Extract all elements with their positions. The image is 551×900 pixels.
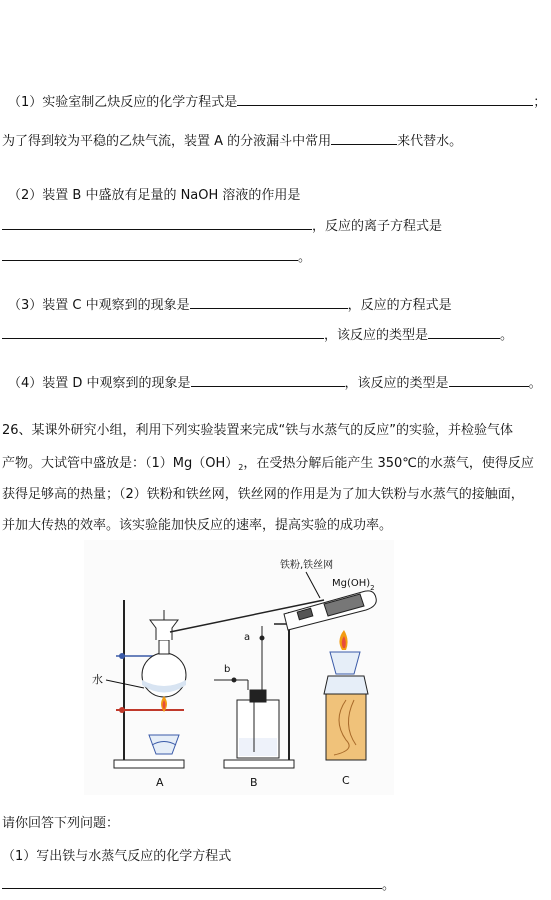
label-valve-b: b [224, 664, 231, 675]
q4-mid: ，该反应的类型是 [344, 376, 449, 391]
label-valve-a: a [244, 632, 251, 643]
q3-text: （3）装置 C 中观察到的现象是 [8, 298, 190, 313]
label-c: C [342, 774, 350, 787]
q26-1-line: （1）写出铁与水蒸气反应的化学方程式 [2, 849, 232, 864]
q3-mid: ，反应的方程式是 [347, 298, 452, 313]
apparatus-figure [84, 540, 394, 795]
q26-para2-a: 产物。大试管中盛放是：（1）Mg（OH） [2, 456, 239, 471]
q4-line [8, 374, 542, 393]
q2-line-2 [2, 217, 442, 236]
label-b: B [250, 776, 258, 789]
q2-purpose-blank[interactable] [2, 217, 312, 230]
q26-para-4: 并加大传热的效率。该实验能加快反应的速率，提高实验的成功率。 [2, 518, 393, 533]
q3-line-2 [2, 326, 513, 345]
q26-1-answer-line [2, 876, 395, 895]
q3-line [8, 296, 452, 315]
q26-1-end: 。 [382, 878, 396, 893]
label-a: A [156, 776, 164, 789]
q26-para-1: 26、某课外研究小组，利用下列实验装置来完成“铁与水蒸气的反应”的实验，并检验气体 [2, 423, 514, 438]
q3-type-blank[interactable] [428, 326, 500, 339]
ask-line: 请你回答下列问题： [2, 816, 120, 831]
q2-line [8, 187, 300, 205]
q1-line2-text: 为了得到较为平稳的乙炔气流，装置 A 的分液漏斗中常用 [2, 134, 332, 149]
q26-para-3: 获得足够高的热量；（2）铁粉和铁丝网，铁丝网的作用是为了加大铁粉与水蒸气的接触面， [2, 487, 524, 502]
label-water: 水 [92, 673, 103, 686]
q1-line2-end: 来代替水。 [397, 134, 463, 149]
q4-end: 。 [528, 376, 542, 391]
q26-para-2 [2, 455, 534, 477]
q1-text: （1）实验室制乙炔反应的化学方程式是 [8, 95, 238, 110]
q26-para2-b: ，在受热分解后能产生 350℃的水蒸气，使得反应 [243, 456, 534, 471]
q1-substitute-blank[interactable] [331, 132, 397, 145]
q3-equation-blank[interactable] [2, 326, 324, 339]
q1-end: ； [533, 95, 547, 110]
q1-line-2 [2, 132, 462, 151]
q26-1-answer-blank[interactable] [2, 876, 382, 889]
q4-type-blank[interactable] [449, 374, 529, 387]
label-mgoh2: $Mg(OH)_2$ [332, 578, 375, 592]
q2-line-3 [2, 248, 311, 267]
q2-text: （2）装置 B 中盛放有足量的 NaOH 溶液的作用是 [8, 188, 301, 203]
q3-phenomenon-blank[interactable] [190, 296, 348, 309]
q3-line2-end: 。 [500, 328, 514, 343]
q4-phenomenon-blank[interactable] [191, 374, 345, 387]
q2-line2-end: ，反应的离子方程式是 [312, 219, 443, 234]
q1-answer-blank[interactable] [237, 93, 533, 106]
q26-para2-sub: 2 [238, 463, 244, 472]
q2-ionic-eq-blank[interactable] [2, 248, 298, 261]
q4-text: （4）装置 D 中观察到的现象是 [8, 376, 191, 391]
q2-line3-end: 。 [298, 250, 312, 265]
label-iron: 铁粉,铁丝网 [280, 560, 334, 571]
q3-line2-mid: ，该反应的类型是 [324, 328, 429, 343]
q1-line [8, 93, 546, 112]
